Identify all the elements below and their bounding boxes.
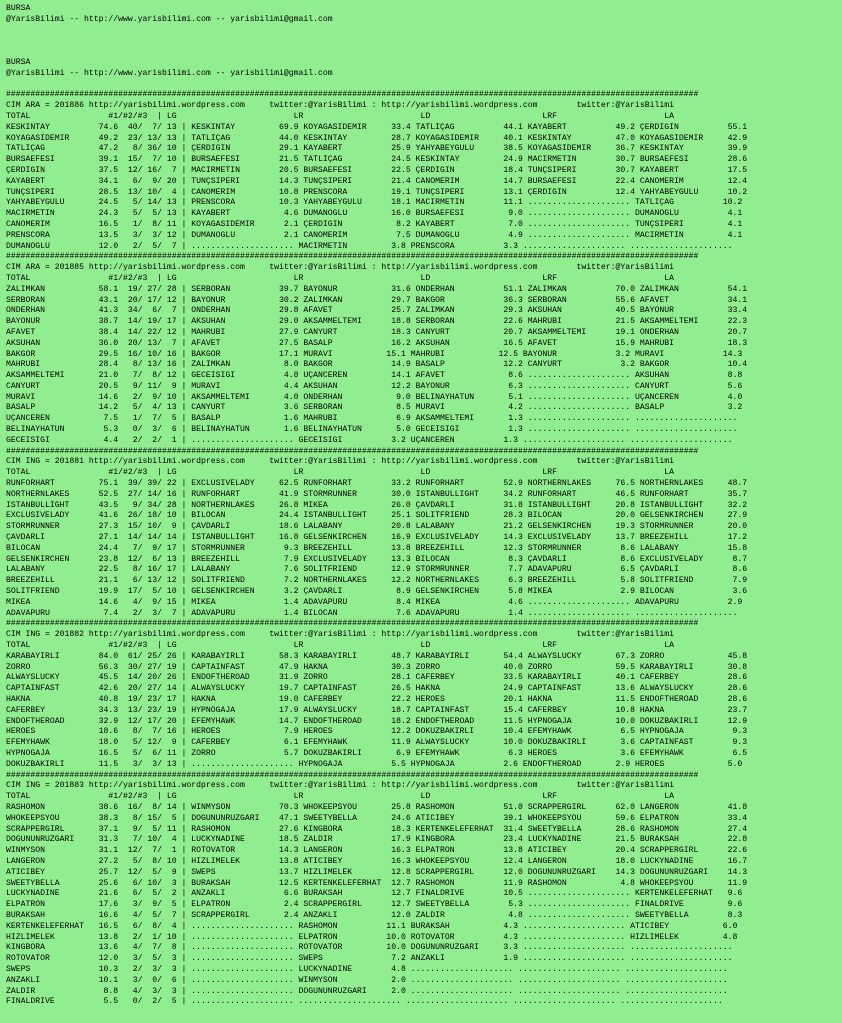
text-line: LUCKYNADINE 21.6 6/ 5/ 2 | ANZAKLI 6.6 BURAKSAH 12.7 FINALDRIVE 10.5 ..................... KERTENKELEFERHAT 9.6 [6,889,743,899]
text-line: AKSAMMELTEMI 21.0 7/ 8/ 12 | GECEISIGI 4.8 UÇANCEREN 14.1 AFAVET 8.6 ..................... AKSUHAN 8.8 [6,371,743,381]
text-line: KESKINTAY 74.6 40/ 7/ 13 | KESKINTAY 69.9 KÖYAGASIDEMIR 33.4 TATLIÇAG 44.1 KAYABERT 49.2 ÇERDIGIN 55.1 [6,122,748,132]
text-line: WHOKEEPSYOU 38.3 8/ 15/ 5 | DOGUNUNRÜZGARI 47.1 SWEETYBELLA 24.6 ATICIBEY 39.1 WHOKEEPSYOU 59.6 ELPATRON 33.4 [6,813,748,823]
text-line: MÜRAVI 14.6 2/ 9/ 10 | AKSAMMELTEMI 4.0 ÖNDERHAN 9.0 BELINAYHATUN 5.1 ..................... UÇANCEREN 4.0 [6,392,743,402]
text-line [6,26,842,37]
text-line: KINGBORA 13.6 4/ 7/ 8 | ..................... ROTOVATÖR 10.0 DOGUNUNRÜZGARI 3.3 ..................... ..................... [6,943,733,953]
text-line: BELINAYHATUN 5.3 0/ 3/ 6 | BELINAYHATUN 1.6 BELINAYHATUN 5.0 GECEISIGI 1.3 ..................... ..................... [6,425,738,435]
text-line: ANZAKLI 10.1 3/ 0/ 6 | ..................... WINMYSON 2.0 ..................... ..................... ..................... [6,975,728,985]
text-line: DUMANOGLU 12.0 2/ 5/ 7 | ..................... MACIRMETIN 3.8 PRENSCORA 3.3 ..................... ..................... [6,241,733,251]
text-line: ENDOFTHEROAD 32.9 12/ 17/ 20 | EFEMYHAWK 14.7 ENDOFTHEROAD 18.2 ENDOFTHEROAD 11.5 HYPNOGAJA 10.0 DOKUZBAKIRLI 12.9 [6,716,748,726]
text-line: ZALIMKAN 58.1 19/ 27/ 28 | SERBORAN 39.7 BAYONUR 31.6 ÖNDERHAN 51.1 ZALIMKAN 70.0 ZALIMKAN 54.1 [6,284,748,294]
text-line: MACIRMETIN 24.3 5/ 5/ 13 | KAYABERT 4.6 DUMANOGLU 16.0 BURSAEFESI 9.0 ..................... DUMANOGLU 4.1 [6,209,743,219]
text-line: @YarisBilimi -- http://www.yarisbilimi.com -- yarisbilimi@gmail.com [6,14,333,24]
text-line: KAYABERT 34.1 6/ 9/ 20 | TUNÇSIPERI 14.3 TUNÇSIPERI 21.4 CANOMERIM 14.7 BURSAEFESI 22.4 CANOMERIM 12.4 [6,176,748,186]
text-line: BAYONUR 38.7 14/ 19/ 17 | AKSUHAN 29.0 AKSAMMELTEMI 18.8 SERBORAN 22.6 MAHRUBI 21.5 AKSAMMELTEMI 22.3 [6,317,748,327]
race-header-line: CIM ING = 201882 http://yarisbilimi.wordpress.com twitter:@YarisBilimi : http://yarisbilimi.wordpress.com twitter:@YarisBilimi [6,630,674,640]
text-line: NORTHERNLAKES 52.5 27/ 14/ 16 | RUNFORHART 41.9 STORMRUNNER 30.0 ISTANBULLIGHT 34.2 RUNFORHART 46.5 RUNFORHART 35.7 [6,489,748,499]
text-line: SCRAPPERGIRL 37.1 9/ 5/ 11 | RASHOMON 27.6 KINGBORA 18.3 KERTENKELEFERHAT 31.4 SWEETYBELLA 28.6 RASHOMON 27.4 [6,824,748,834]
text-line: HAKNA 40.8 19/ 23/ 17 | HAKNA 19.0 CAFERBEY 22.2 HEROES 20.1 HAKNA 11.5 ENDOFTHEROAD 28.6 [6,695,748,704]
text-line: LANGERON 27.2 5/ 8/ 10 | HIZLIMELEK 13.8 ATICIBEY 16.3 WHOKEEPSYOU 12.4 LANGERON 18.0 LUCKYNADINE 16.7 [6,856,748,866]
text-line: ISTANBULLIGHT 43.5 9/ 34/ 28 | NORTHERNLAKES 26.8 MIKEA 26.0 ÇAVDARLI 31.8 ISTANBULLIGHT 20.8 ISTANBULLIGHT 32.2 [6,500,748,510]
text-line: ALWAYSLUCKY 45.5 14/ 20/ 26 | ENDOFTHEROAD 31.9 ZORRO 28.1 CAFERBEY 33.5 KARABAYIRLI 40.1 CAFERBEY 28.6 [6,673,748,683]
text-line: ÇAVDARLI 27.1 14/ 14/ 14 | ISTANBULLIGHT 16.8 GELSENKIRCHEN 16.9 EXCLUSIVELADY 14.3 EXCLUSIVELADY 13.7 BREEZEHILL 17.2 [6,533,748,543]
text-line: TOTAL #1/#2/#3 | LG LR LD LRF LA [6,273,674,283]
text-line: ZALDIR 8.8 4/ 3/ 3 | ..................... DOGUNUNRÜZGARI 2.0 ..................... ..................... ..................... [6,986,728,996]
race-header-line: CIM ING = 201883 http://yarisbilimi.wordpress.com twitter:@YarisBilimi : http://yarisbilimi.wordpress.com twitter:@YarisBilimi [6,781,674,791]
text-line: EXCLUSIVELADY 41.6 26/ 18/ 10 | BILOCAN 24.4 ISTANBULLIGHT 25.1 SOLITFRIEND 28.3 BILOCAN 20.0 GELSENKIRCHEN 27.9 [6,511,748,521]
separator-line: ############################################################################################################################################## [6,90,699,100]
text-line: HIZLIMELEK 13.8 2/ 1/ 10 | ..................... ELPATRON 10.0 ROTOVATÖR 4.3 ..................... HIZLIMELEK 4.8 [6,932,738,942]
text-line: @YarisBilimi -- http://www.yarisbilimi.com -- yarisbilimi@gmail.com [6,68,333,78]
text-line: AKSUHAN 36.0 20/ 13/ 7 | AFAVET 27.5 BASALP 16.2 AKSUHAN 16.5 AFAVET 15.9 MAHRUBI 18.3 [6,338,748,348]
text-line: ÇERDIGIN 37.5 12/ 16/ 7 | MACIRMETIN 20.5 BURSAEFESI 22.5 ÇERDIGIN 18.4 TUNÇSIPERI 30.7 KAYABERT 17.5 [6,165,748,175]
text-line: SWEPS 10.3 2/ 3/ 3 | ..................... LUCKYNADINE 4.8 ..................... ..................... ..................... [6,964,728,974]
text-line: DOKUZBAKIRLI 11.5 3/ 3/ 13 | ..................... HYPNOGAJA 5.5 HYPNOGAJA 2.6 ENDOFTHEROAD 2.9 HEROES 5.0 [6,759,743,769]
text-line: GELSENKIRCHEN 23.8 12/ 6/ 13 | BREEZEHILL 7.9 EXCLUSIVELADY 13.3 BILOCAN 8.3 ÇAVDARLI 8.6 EXCLUSIVELADY 8.7 [6,554,748,564]
text-line: ELPATRON 17.6 3/ 9/ 5 | ELPATRON 2.4 SCRAPPERGIRL 12.7 SWEETYBELLA 5.3 ..................... FINALDRIVE 9.6 [6,900,743,910]
text-line: BAKGÖR 29.5 16/ 10/ 16 | BAKGÖR 17.1 MÜRAVI 15.1 MAHRUBI 12.5 BAYONUR 3.2 MÜRAVI 14.3 [6,349,743,359]
text-line: CAFERBEY 34.3 13/ 23/ 19 | HYPNOGAJA 17.9 ALWAYSLUCKY 18.7 CAPTAINFAST 15.4 CAFERBEY 10.8 HAKNA 23.7 [6,705,748,715]
text-line: CAPTAINFAST 42.6 20/ 27/ 14 | ALWAYSLUCKY 19.7 CAPTAINFAST 26.5 HAKNA 24.9 CAPTAINFAST 13.6 ALWAYSLUCKY 28.6 [6,684,748,694]
text-line: DOGUNUNRÜZGARI 31.3 7/ 10/ 4 | LUCKYNADINE 18.5 ZALDIR 17.9 KINGBORA 23.4 LUCKYNADINE 21.5 BURAKSAH 22.8 [6,835,748,845]
text-line: BURSAEFESI 39.1 15/ 7/ 10 | BURSAEFESI 21.5 TATLIÇAG 24.5 KESKINTAY 24.9 MACIRMETIN 30.7 BURSAEFESI 28.6 [6,155,748,165]
text-line: ÖNDERHAN 41.3 34/ 6/ 7 | ÖNDERHAN 29.8 AFAVET 25.7 ZALIMKAN 29.3 AKSUHAN 40.5 BAYONUR 33.4 [6,306,748,316]
text-line [6,36,842,47]
race-header-line: CIM ARA = 201885 http://yarisbilimi.wordpress.com twitter:@YarisBilimi : http://yarisbilimi.wordpress.com twitter:@YarisBilimi [6,263,674,273]
text-line: SWEETYBELLA 25.6 6/ 10/ 3 | BURAKSAH 12.5 KERTENKELEFERHAT 12.7 RASHOMON 11.9 RASHOMON 4.8 WHOKEEPSYOU 11.9 [6,878,748,888]
text-line [6,80,842,91]
separator-line: ############################################################################################################################################## [6,252,699,262]
text-line: WINMYSON 31.1 12/ 7/ 1 | ROTOVATÖR 14.3 LANGERON 16.3 ELPATRON 13.8 ATICIBEY 20.4 SCRAPPERGIRL 22.6 [6,846,748,856]
text-line: UÇANCEREN 7.5 1/ 7/ 5 | BASALP 1.6 MAHRUBI 6.9 AKSAMMELTEMI 1.3 ..................... ..................... [6,414,738,424]
text-line: BREEZEHILL 21.1 6/ 13/ 12 | SOLITFRIEND 7.2 NORTHERNLAKES 12.2 NORTHERNLAKES 6.3 BREEZEHILL 5.8 SOLITFRIEND 7.9 [6,576,748,586]
text-line: RASHOMON 38.6 16/ 8/ 14 | WINMYSON 70.3 WHOKEEPSYOU 25.8 RASHOMON 51.0 SCRAPPERGIRL 62.0 LANGERON 41.8 [6,802,748,812]
text-line: TOTAL #1/#2/#3 | LG LR LD LRF LA [6,468,674,478]
text-line: CANOMERIM 16.5 1/ 8/ 11 | KÖYAGASIDEMIR 2.1 ÇERDIGIN 8.2 KAYABERT 7.0 ..................... TUNÇSIPERI 4.1 [6,219,743,229]
text-line: BURSA [6,4,31,13]
text-line: SERBORAN 43.1 20/ 17/ 12 | BAYONUR 30.2 ZALIMKAN 29.7 BAKGÖR 36.3 SERBORAN 55.6 AFAVET 34.1 [6,295,748,305]
text-line: BURAKSAH 16.6 4/ 5/ 7 | SCRAPPERGIRL 2.4 ANZAKLI 12.0 ZALDIR 4.8 ..................... SWEETYBELLA 8.3 [6,910,743,920]
text-line [6,47,842,58]
text-line: STORMRUNNER 27.3 15/ 10/ 9 | ÇAVDARLI 18.6 LALABANY 20.8 LALABANY 21.2 GELSENKIRCHEN 19.3 STORMRUNNER 20.0 [6,522,748,532]
text-line: RUNFORHART 75.1 39/ 39/ 22 | EXCLUSIVELADY 62.5 RUNFORHART 33.2 RUNFORHART 52.9 NORTHERNLAKES 76.5 NORTHERNLAKES 48.7 [6,479,748,489]
text-line: KERTENKELEFERHAT 16.5 6/ 8/ 4 | ..................... RASHOMON 11.1 BURAKSAH 4.3 ..................... ATICIBEY 6.0 [6,921,738,931]
race-header-line: CIM ARA = 201886 http://yarisbilimi.wordpress.com twitter:@YarisBilimi : http://yarisbilimi.wordpress.com twitter:@YarisBilimi [6,101,674,111]
text-line: TATLIÇAG 47.2 8/ 36/ 10 | ÇERDIGIN 29.1 KAYABERT 25.9 YAHYABEYGÜLÜ 38.5 KÖYAGASIDEMIR 36.7 KESKINTAY 39.9 [6,144,748,154]
separator-line: ############################################################################################################################################## [6,446,699,456]
text-line: ZORRO 56.3 30/ 27/ 19 | CAPTAINFAST 47.9 HAKNA 30.3 ZORRO 40.0 ZORRO 59.5 KARABAYIRLI 30.8 [6,662,748,672]
text-line: YAHYABEYGÜLÜ 24.5 5/ 14/ 13 | PRENSCORA 10.3 YAHYABEYGÜLÜ 18.1 MACIRMETIN 11.1 ..................... TATLIÇAG 10.2 [6,198,743,208]
text-line: BURSA [6,57,31,67]
separator-line: ############################################################################################################################################## [6,770,699,780]
text-line: TOTAL #1/#2/#3 | LG LR LD LRF LA [6,111,674,121]
text-line: MIKEA 14.6 4/ 9/ 15 | MIKEA 1.4 ADAVAPURU 8.4 MIKEA 4.6 ..................... ADAVAPURU 2.9 [6,597,743,607]
text-line: ROTOVATÖR 12.0 3/ 5/ 3 | ..................... SWEPS 7.2 ANZAKLI 1.9 ..................... ..................... [6,954,733,964]
separator-line: ############################################################################################################################################## [6,619,699,629]
text-line: LALABANY 22.5 8/ 16/ 17 | LALABANY 7.6 SOLITFRIEND 12.9 STORMRUNNER 7.7 ADAVAPURU 6.5 ÇAVDARLI 8.6 [6,565,748,575]
text-line: MAHRUBI 28.4 8/ 13/ 16 | ZALIMKAN 8.0 BAKGÖR 14.9 BASALP 12.2 CANYURT 3.2 BAKGÖR 10.4 [6,360,748,370]
text-line: TOTAL #1/#2/#3 | LG LR LD LRF LA [6,792,674,802]
text-line: AFAVET 38.4 14/ 22/ 12 | MAHRUBI 27.9 CANYURT 18.3 CANYURT 20.7 AKSAMMELTEMI 19.1 ÖNDERHAN 20.7 [6,327,748,337]
text-line: TOTAL #1/#2/#3 | LG LR LD LRF LA [6,641,674,651]
text-line: PRENSCORA 13.5 3/ 3/ 12 | DUMANOGLU 2.1 CANOMERIM 7.5 DUMANOGLU 4.9 ..................... MACIRMETIN 4.1 [6,230,743,240]
text-line: SOLITFRIEND 19.9 17/ 5/ 10 | GELSENKIRCHEN 3.2 ÇAVDARLI 8.9 GELSENKIRCHEN 5.8 MIKEA 2.9 BILOCAN 3.6 [6,587,748,597]
text-line: KÖYAGASIDEMIR 49.2 23/ 13/ 13 | TATLIÇAG 44.0 KESKINTAY 28.7 KÖYAGASIDEMIR 40.1 KESKINTAY 47.0 KÖYAGASIDEMIR 42.9 [6,133,748,143]
text-line: EFEMYHAWK 18.0 5/ 12/ 9 | CAFERBEY 6.1 EFEMYHAWK 11.9 ALWAYSLUCKY 10.0 DOKUZBAKIRLI 3.6 CAPTAINFAST 9.3 [6,738,748,748]
text-line: ADAVAPURU 7.4 2/ 3/ 7 | ADAVAPURU 1.4 BILOCAN 7.6 ADAVAPURU 1.4 ..................... ..................... [6,608,738,618]
text-line: BASALP 14.2 5/ 4/ 13 | CANYURT 3.6 SERBORAN 8.5 MÜRAVI 4.2 ..................... BASALP 3.2 [6,403,743,413]
text-line: TUNÇSIPERI 28.5 13/ 10/ 4 | CANOMERIM 10.8 PRENSCORA 19.1 TUNÇSIPERI 13.1 ÇERDIGIN 12.4 YAHYABEYGÜLÜ 10.2 [6,187,748,197]
text-line: GECEISIGI 4.4 2/ 2/ 1 | ..................... GECEISIGI 3.2 UÇANCEREN 1.3 ..................... ..................... [6,435,733,445]
text-line: ATICIBEY 25.7 12/ 5/ 9 | SWEPS 13.7 HIZLIMELEK 12.8 SCRAPPERGIRL 12.0 DOGUNUNRÜZGARI 14.3 DOGUNUNRÜZGARI 14.3 [6,867,748,877]
text-line: KARABAYIRLI 84.0 61/ 25/ 26 | KARABAYIRLI 58.3 KARABAYIRLI 48.7 KARABAYIRLI 54.4 ALWAYSLUCKY 67.3 ZORRO 45.8 [6,651,748,661]
text-line: HYPNOGAJA 16.5 5/ 6/ 11 | ZORRO 5.7 DOKUZBAKIRLI 6.9 EFEMYHAWK 6.3 HEROES 3.6 EFEMYHAWK 6.5 [6,748,748,758]
race-header-line: CIM ING = 201881 http://yarisbilimi.wordpress.com twitter:@YarisBilimi : http://yarisbilimi.wordpress.com twitter:@YarisBilimi [6,457,674,467]
text-line: FINALDRIVE 5.5 0/ 2/ 5 | ..................... ..................... ..................... ..................... ..................... [6,997,723,1007]
text-line: HEROES 18.6 8/ 7/ 16 | HEROES 7.9 HEROES 12.2 DOKUZBAKIRLI 10.4 EFEMYHAWK 6.5 HYPNOGAJA 9.3 [6,727,748,737]
text-line: CANYURT 20.5 9/ 11/ 9 | MÜRAVI 4.4 AKSUHAN 12.2 BAYONUR 6.3 ..................... CANYURT 5.6 [6,381,743,391]
text-line: BILOCAN 24.4 7/ 9/ 17 | STORMRUNNER 9.3 BREEZEHILL 13.8 BREEZEHILL 12.3 STORMRUNNER 8.6 LALABANY 15.8 [6,543,748,553]
